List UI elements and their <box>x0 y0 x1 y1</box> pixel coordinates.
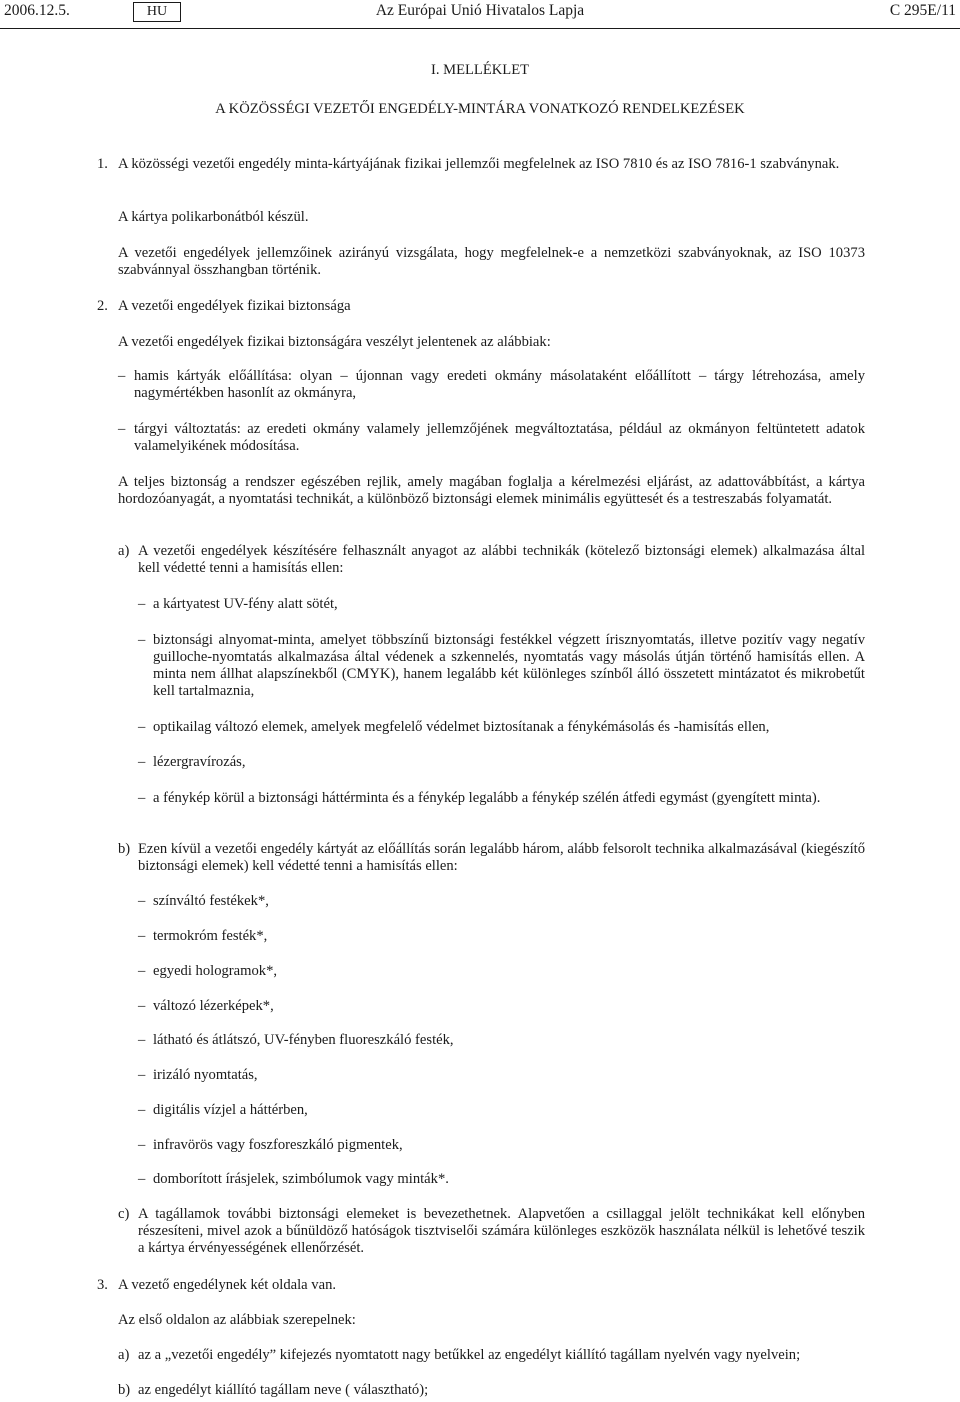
optional-feature-item: termokróm festék*, <box>153 928 268 944</box>
optional-feature-item: digitális vízjel a háttérben, <box>153 1102 308 1118</box>
section-2-intro: A vezetői engedélyek fizikai biztonságára veszélyt jelentenek az alábbiak: <box>118 334 551 350</box>
front-side-item-label: b) <box>118 1382 131 1398</box>
section-3-number: 3. <box>97 1277 108 1293</box>
front-side-item-text: az engedélyt kiállító tagállam neve ( választható); <box>138 1382 429 1398</box>
threat-item: hamis kártyák előállítása: olyan – újonnan vagy eredeti okmány másolataként előállított – tárgy létrehozása, amely nagymértékben hasonlít az okmányra, <box>134 368 865 401</box>
dash-marker: – <box>138 893 146 909</box>
dash-marker: – <box>138 719 146 735</box>
dash-marker: – <box>138 1102 146 1118</box>
header-date: 2006.12.5. <box>4 2 70 19</box>
point-b-text: Ezen kívül a vezetői engedély kártyát az előállítás során legalább három, alább felsorolt technika alkalmazásával (kiegészítő biztonsági elemek) kell védetté tenni a hamisítás ellen: <box>138 841 865 874</box>
dash-marker: – <box>138 928 146 944</box>
mandatory-feature-item: a fénykép körül a biztonsági háttérminta és a fénykép legalább a fénykép szélén átfedi egymást (gyengített minta). <box>153 790 821 806</box>
dash-marker: – <box>138 754 146 770</box>
section-1-paragraph-3: A vezetői engedélyek jellemzőinek azirányú vizsgálata, hogy megfelelnek-e a nemzetközi szabványoknak, az ISO 10373 szabvánnyal összhangban történik. <box>118 245 865 278</box>
point-c-label: c) <box>118 1206 130 1222</box>
point-c-text: A tagállamok további biztonsági elemeket is bevezethetnek. Alapvetően a csillaggal jelölt technikákat kell előnyben részesíteni, mivel azok a bűnüldöző hatóságok tisztviselői számára különleges eszközök használata nélkül is lehetővé teszik a kártya érvényességének ellenőrzését. <box>138 1206 865 1256</box>
dash-marker: – <box>138 1032 146 1048</box>
section-1-paragraph-1: A közösségi vezetői engedély minta-kártyájának fizikai jellemzői megfelelnek az ISO 7810 és az ISO 7816-1 szabványnak. <box>118 156 840 172</box>
section-2-heading: A vezetői engedélyek fizikai biztonsága <box>118 298 351 314</box>
dash-marker: – <box>138 790 146 806</box>
mandatory-feature-item: lézergravírozás, <box>153 754 246 770</box>
front-side-item-text: az a „vezetői engedély” kifejezés nyomtatott nagy betűkkel az engedélyt kiállító tagállam nyelvén vagy nyelvein; <box>138 1347 801 1363</box>
optional-feature-item: egyedi hologramok*, <box>153 963 278 979</box>
point-b-label: b) <box>118 841 131 857</box>
dash-marker: – <box>118 368 126 384</box>
dash-marker: – <box>138 998 146 1014</box>
language-badge: HU <box>133 2 181 22</box>
dash-marker: – <box>138 632 146 648</box>
annex-title: A KÖZÖSSÉGI VEZETŐI ENGEDÉLY-MINTÁRA VONATKOZÓ RENDELKEZÉSEK <box>215 101 745 117</box>
point-a-text: A vezetői engedélyek készítésére felhasznált anyagot az alábbi technikák (kötelező biztonsági elemek) alkalmazása által kell védetté tenni a hamisítás ellen: <box>138 543 865 576</box>
threat-item: tárgyi változtatás: az eredeti okmány valamely jellemzőjének megváltoztatása, például az okmányon feltüntetett adatok valamelyikének módosítása. <box>134 421 865 454</box>
annex-label: I. MELLÉKLET <box>430 62 530 78</box>
optional-feature-item: látható és átlátszó, UV-fényben fluoreszkáló festék, <box>153 1032 454 1048</box>
journal-header <box>0 2 960 24</box>
section-3-intro: Az első oldalon az alábbiak szerepelnek: <box>118 1312 356 1328</box>
mandatory-feature-item: optikailag változó elemek, amelyek megfelelő védelmet biztosítanak a fénykémásolás és -hamisítás ellen, <box>153 719 770 735</box>
dash-marker: – <box>138 1171 146 1187</box>
dash-marker: – <box>138 963 146 979</box>
page-reference: C 295E/11 <box>889 2 956 19</box>
header-rule <box>0 28 960 29</box>
overall-security-paragraph: A teljes biztonság a rendszer egészében rejlik, amely magában foglalja a kérelmezési eljárást, az adattovábbítást, a kártya hordozóanyagát, a nyomtatási technikát, a különböző biztonsági elemek minimális együttesét és a testreszabás folyamatát. <box>118 474 865 507</box>
section-1-number: 1. <box>97 156 108 172</box>
front-side-item-label: a) <box>118 1347 130 1363</box>
section-3-heading: A vezető engedélynek két oldala van. <box>118 1277 337 1293</box>
optional-feature-item: domborított írásjelek, szimbólumok vagy minták*. <box>153 1171 449 1187</box>
optional-feature-item: színváltó festékek*, <box>153 893 269 909</box>
dash-marker: – <box>138 1067 146 1083</box>
dash-marker: – <box>138 1137 146 1153</box>
section-2-number: 2. <box>97 298 108 314</box>
mandatory-feature-item: biztonsági alnyomat-minta, amelyet többszínű biztonsági festékkel végzett írisznyomtatás, illetve pozitív vagy negatív guilloche-nyomtatás alkalmazása által védenek a szkennelés, nyomtatás vagy másolás útján történő hamisítás ellen. A minta nem állhat alapszínekből (CMYK), hanem legalább két különleges színből álló összetett mintázatot és mikrobetűt kell tartalmaznia, <box>153 632 865 699</box>
section-1-paragraph-2: A kártya polikarbonátból készül. <box>118 209 309 225</box>
dash-marker: – <box>118 421 126 437</box>
publication-title: Az Európai Unió Hivatalos Lapja <box>375 2 585 19</box>
point-a-label: a) <box>118 543 130 559</box>
optional-feature-item: infravörös vagy foszforeszkáló pigmentek, <box>153 1137 403 1153</box>
optional-feature-item: változó lézerképek*, <box>153 998 274 1014</box>
dash-marker: – <box>138 596 146 612</box>
mandatory-feature-item: a kártyatest UV-fény alatt sötét, <box>153 596 338 612</box>
optional-feature-item: irizáló nyomtatás, <box>153 1067 258 1083</box>
